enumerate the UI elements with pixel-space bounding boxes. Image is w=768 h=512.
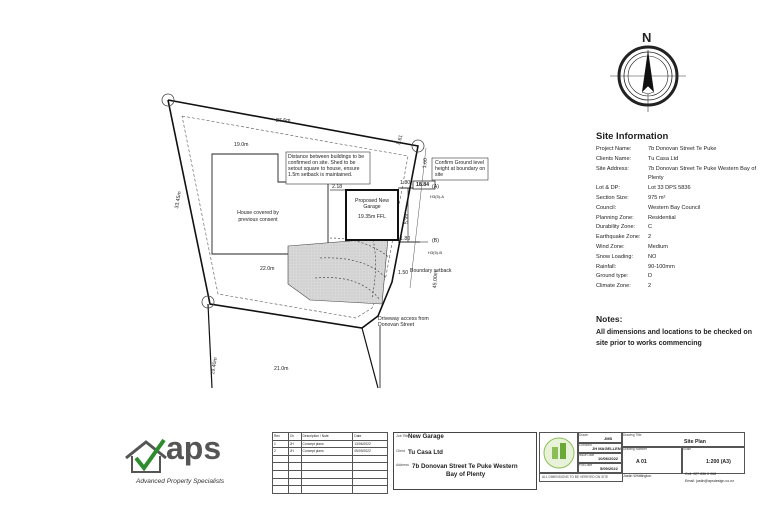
site-info-value: 2 <box>648 283 652 290</box>
site-info-key: Lot & DP: <box>596 185 620 192</box>
scale-value: 1:200 (A3) <box>706 459 731 465</box>
dim-lower-left: 19.40m <box>210 356 219 376</box>
plot-date-label: Plot Date <box>579 463 593 467</box>
drawing-number: A 01 <box>636 459 647 465</box>
site-info-row <box>596 253 761 263</box>
scale-label: Scale <box>683 447 691 451</box>
site-info-row <box>596 243 761 253</box>
revision-cell: JH <box>288 448 301 456</box>
site-info-row <box>596 263 761 273</box>
boundary-setback-label: Boundary setback <box>410 268 452 274</box>
revision-empty-cell <box>273 478 289 486</box>
site-information-panel <box>596 131 761 292</box>
site-info-value: 2 <box>648 234 652 241</box>
contact-email: Email: justin@apsdesign.co.nz <box>685 479 734 483</box>
project-title-block <box>393 432 537 490</box>
revision-cell: 1 <box>273 440 289 448</box>
revision-empty-cell <box>273 486 289 494</box>
garage-ffl: 19.35m FFL <box>358 214 386 220</box>
site-info-value: C <box>648 224 653 231</box>
revision-empty-cell <box>288 470 301 478</box>
site-information-title: Site Information <box>596 131 669 142</box>
dim-right-top: 5.61 <box>396 134 405 146</box>
dim-mid: 22.0m <box>260 266 275 272</box>
revision-empty-cell <box>273 455 289 463</box>
house-check-icon <box>124 436 168 476</box>
notes-panel <box>596 314 761 349</box>
revision-cell: 05/09/2022 <box>353 448 388 456</box>
site-info-key: Durability Zone: <box>596 224 636 231</box>
revision-cell: 2 <box>273 448 289 456</box>
plot-date: 5/09/2022 <box>600 466 618 471</box>
issue-date-label: Issue Date <box>579 453 595 457</box>
site-info-key: Site Address: <box>596 165 629 172</box>
site-info-row <box>596 214 761 224</box>
revision-empty-cell <box>353 470 388 478</box>
revision-empty-cell <box>353 478 388 486</box>
client-label: Client <box>396 449 405 453</box>
logo-wordmark: aps <box>166 430 222 466</box>
garage-label: Proposed New Garage <box>354 198 390 210</box>
practice-emblem <box>539 432 579 474</box>
address-line-2: Bay of Plenty <box>446 471 486 478</box>
site-info-value: D <box>648 273 653 280</box>
drawing-number-label: Drawing Number <box>623 447 647 451</box>
drawing-meta-block <box>539 432 743 488</box>
site-info-value: Lot 33 DPS 5836 <box>648 185 691 192</box>
site-info-key: Ground type: <box>596 273 629 280</box>
marker-b-sub: H3(5)-B <box>428 250 443 255</box>
site-info-key: Project Name: <box>596 146 632 152</box>
client-name: Tu Casa Ltd <box>408 449 443 456</box>
dim-bottom: 21.0m <box>274 366 289 372</box>
revision-cell: 13/06/2022 <box>353 440 388 448</box>
site-info-value: Residential <box>648 214 676 221</box>
site-info-row <box>596 233 761 243</box>
checked-label: Checked <box>579 443 592 447</box>
revision-table <box>272 432 388 494</box>
site-info-row <box>596 184 761 194</box>
site-info-row <box>596 194 761 204</box>
revision-empty-cell <box>353 463 388 471</box>
revision-empty-row <box>273 455 388 463</box>
dim-inner-top: 19.0m <box>234 142 249 148</box>
dim-left: 33.45m <box>174 190 183 210</box>
compass-icon <box>598 32 698 132</box>
disclaimer: ALL DIMENSIONS TO BE VERIFIED ON SITE <box>542 475 609 479</box>
job-title-label: Job Title <box>396 434 410 438</box>
drawing-title: Site Plan <box>684 439 706 445</box>
revision-empty-cell <box>301 478 353 486</box>
site-info-value: 90-100mm <box>648 263 675 270</box>
dim-top: 27.6m <box>276 118 291 124</box>
revision-header-cell: Ch <box>288 433 301 441</box>
site-info-value: 975 m² <box>648 194 666 201</box>
site-info-row <box>596 165 761 185</box>
revision-cell: Concept plans <box>301 448 353 456</box>
address-label: Address <box>396 463 409 467</box>
revision-empty-cell <box>273 463 289 471</box>
revision-empty-cell <box>353 455 388 463</box>
revision-header-cell: Rev <box>273 433 289 441</box>
site-info-row <box>596 282 761 292</box>
site-info-key: Clients Name: <box>596 155 632 162</box>
site-info-key: Earthquake Zone: <box>596 234 641 241</box>
site-info-key: Rainfall: <box>596 263 617 270</box>
contact-phone: Cell: 027 836 0 968 <box>685 472 717 476</box>
revision-empty-cell <box>288 463 301 471</box>
revision-empty-cell <box>288 455 301 463</box>
revision-empty-cell <box>301 455 353 463</box>
marker-a-sub: H3(5)-A <box>430 194 445 199</box>
drawn-value: JMS <box>604 436 613 441</box>
revision-header-cell: Date <box>353 433 388 441</box>
dim-setback: 1.50 <box>398 270 409 276</box>
revision-header-row <box>273 433 388 441</box>
site-info-row <box>596 223 761 233</box>
revision-empty-cell <box>288 486 301 494</box>
site-info-value: 7b Donovan Street Te Puke <box>648 146 717 152</box>
drawn-label: Drawn <box>579 433 589 437</box>
building-emblem-icon <box>540 433 578 473</box>
dim-side-a: 5.99 <box>404 213 410 224</box>
marker-a: (A) <box>432 184 439 190</box>
revision-cell: Concept plans <box>301 440 353 448</box>
revision-empty-cell <box>273 470 289 478</box>
site-info-key: Section Size: <box>596 194 629 201</box>
revision-table-body <box>273 433 388 494</box>
site-info-key: Snow Loading: <box>596 253 634 260</box>
site-info-row <box>596 145 761 155</box>
driveway-label: Driveway access from Donovan Street <box>378 316 429 328</box>
note-distance: Distance between buildings to be confirmed on site. Shed to be setout square to house, ensure 1.5m setback is maintained. <box>288 154 365 178</box>
marker-b: (B) <box>432 238 439 244</box>
house-label: House covered by previous consent <box>237 210 279 223</box>
dim-right-small: 1.60 <box>422 157 429 169</box>
contact-name: Justin Whittington <box>623 474 652 478</box>
address-line-1: 7b Donovan Street Te Puke Western <box>412 463 518 470</box>
revision-empty-cell <box>301 470 353 478</box>
site-info-key: Council: <box>596 204 617 211</box>
revision-header-cell: Description / Note <box>301 433 353 441</box>
checked-value: JH MAGELLEN <box>592 446 621 451</box>
issue-date: 10/06/2022 <box>598 456 619 461</box>
dim-garage-bottom: 1.80 <box>400 236 411 242</box>
note-ground-level: Confirm Ground level height at boundary on site <box>435 160 486 178</box>
north-compass <box>598 32 698 132</box>
site-info-row <box>596 155 761 165</box>
revision-empty-cell <box>301 463 353 471</box>
revision-row <box>273 448 388 456</box>
job-title: New Garage <box>408 433 444 440</box>
revision-empty-cell <box>301 486 353 494</box>
notes-title: Notes: <box>596 314 623 324</box>
logo-tagline: Advanced Property Specialists <box>136 478 225 485</box>
revision-row <box>273 440 388 448</box>
dim-right: 45.00m <box>432 270 440 289</box>
site-plan-lines <box>150 88 540 388</box>
revision-empty-row <box>273 478 388 486</box>
site-info-key: Planning Zone: <box>596 214 634 221</box>
revision-empty-row <box>273 486 388 494</box>
site-information-list <box>596 145 761 292</box>
site-info-value: NO <box>648 253 657 260</box>
north-label: N <box>642 30 652 45</box>
revision-cell: JH <box>288 440 301 448</box>
revision-empty-cell <box>288 478 301 486</box>
site-info-row <box>596 272 761 282</box>
revision-empty-row <box>273 463 388 471</box>
dim-garage-left: 2.18 <box>332 184 343 190</box>
company-logo <box>122 430 262 490</box>
site-info-key: Climate Zone: <box>596 283 631 290</box>
notes-body: All dimensions and locations to be checked on site prior to works commencing <box>596 329 752 347</box>
revision-empty-row <box>273 470 388 478</box>
site-plan-drawing <box>150 88 540 388</box>
site-info-value: Western Bay Council <box>648 204 701 211</box>
drawing-title-label: Drawing Title <box>623 433 642 437</box>
dim-garage-right: 1.80 <box>400 180 411 186</box>
site-info-row <box>596 204 761 214</box>
site-info-value: Medium <box>648 243 668 250</box>
revision-empty-cell <box>353 486 388 494</box>
site-info-key: Wind Zone: <box>596 243 625 250</box>
level-a: 18.84 <box>416 182 429 188</box>
site-info-value: Tu Casa Ltd <box>648 155 679 162</box>
site-info-value: 7b Donovan Street Te Puke Western Bay of Plenty <box>648 165 757 182</box>
